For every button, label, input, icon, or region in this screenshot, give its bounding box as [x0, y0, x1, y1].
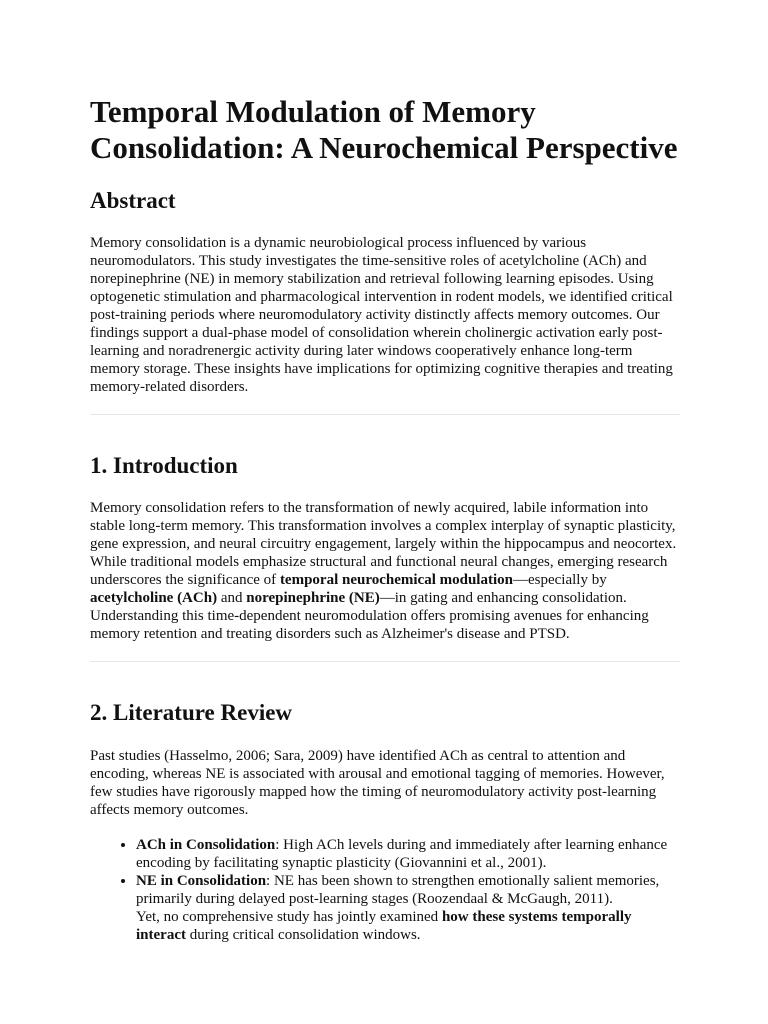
intro-text-3: and: [217, 590, 247, 606]
intro-bold-term-2: acetylcholine (ACh): [90, 590, 218, 606]
intro-text-4: —in gating and enhancing consolidation. Understanding this time-dependent neuromodulation offers promising avenues for enhancing memory retention and treating disorders such as Alzheimer's disease and PTSD.: [90, 590, 649, 642]
section-divider: [90, 414, 680, 415]
list-item-term: NE in Consolidation: [136, 873, 267, 889]
document-body: [90, 94, 680, 944]
paper-title-line-1: Temporal Modulation of Memory: [90, 94, 536, 129]
list-item-text: : High ACh levels during and immediately after learning enhance encoding by facilitating synaptic plasticity (Giovannini et al., 2001).: [136, 837, 668, 871]
intro-bold-term-1: temporal neurochemical modulation: [279, 572, 513, 588]
list-item: [136, 836, 680, 872]
paper-title: [90, 94, 680, 166]
introduction-heading: 1. Introduction: [90, 453, 238, 478]
literature-review-heading: 2. Literature Review: [90, 700, 293, 725]
list-item-text: : NE has been shown to strengthen emotionally salient memories, primarily during delayed post-learning stages (Roozendaal & McGaugh, 2011).: [136, 873, 660, 907]
intro-bold-term-3: norepinephrine (NE): [246, 590, 380, 606]
abstract-heading: Abstract: [90, 188, 176, 213]
paper-title-line-2: Consolidation: A Neurochemical Perspective: [90, 130, 678, 165]
list-item-term: ACh in Consolidation: [136, 837, 276, 853]
list-item: [136, 872, 680, 944]
introduction-paragraph: [90, 499, 680, 643]
abstract-paragraph: Memory consolidation is a dynamic neurobiological process influenced by various neuromodulators. This study investigates the time-sensitive roles of acetylcholine (ACh) and norepinephrine (NE) in memory stabilization and retrieval following learning episodes. Using optogenetic stimulation and pharmacological intervention in rodent models, we identified critical post-training periods where neuromodulatory activity distinctly affects memory outcomes. Our findings support a dual-phase model of consolidation wherein cholinergic activation early post-learning and noradrenergic activity during later windows cooperatively enhance long-term memory storage. These insights have implications for optimizing cognitive therapies and treating memory-related disorders.: [90, 235, 673, 395]
intro-text-2: —especially by: [512, 572, 607, 588]
intro-text-1: Memory consolidation refers to the transformation of newly acquired, labile information into stable long-term memory. This transformation involves a complex interplay of synaptic plasticity, gene expression, and neural circuitry engagement, largely within the hippocampus and neocortex. While traditional models emphasize structural and functional neural changes, emerging research underscores the significance of: [90, 500, 677, 588]
literature-review-paragraph: Past studies (Hasselmo, 2006; Sara, 2009) have identified ACh as central to attention and encoding, whereas NE is associated with arousal and emotional tagging of memories. However, few studies have rigorously mapped how the timing of neuromodulatory activity post-learning affects memory outcomes.: [90, 748, 665, 818]
literature-bullet-list: [90, 836, 680, 944]
list-item-continuation-text: Yet, no comprehensive study has jointly examined: [136, 909, 442, 925]
list-item-continuation-bold: how these systems temporally interact: [136, 909, 632, 943]
list-item-continuation-text-end: during critical consolidation windows.: [185, 927, 421, 943]
section-divider: [90, 661, 680, 662]
